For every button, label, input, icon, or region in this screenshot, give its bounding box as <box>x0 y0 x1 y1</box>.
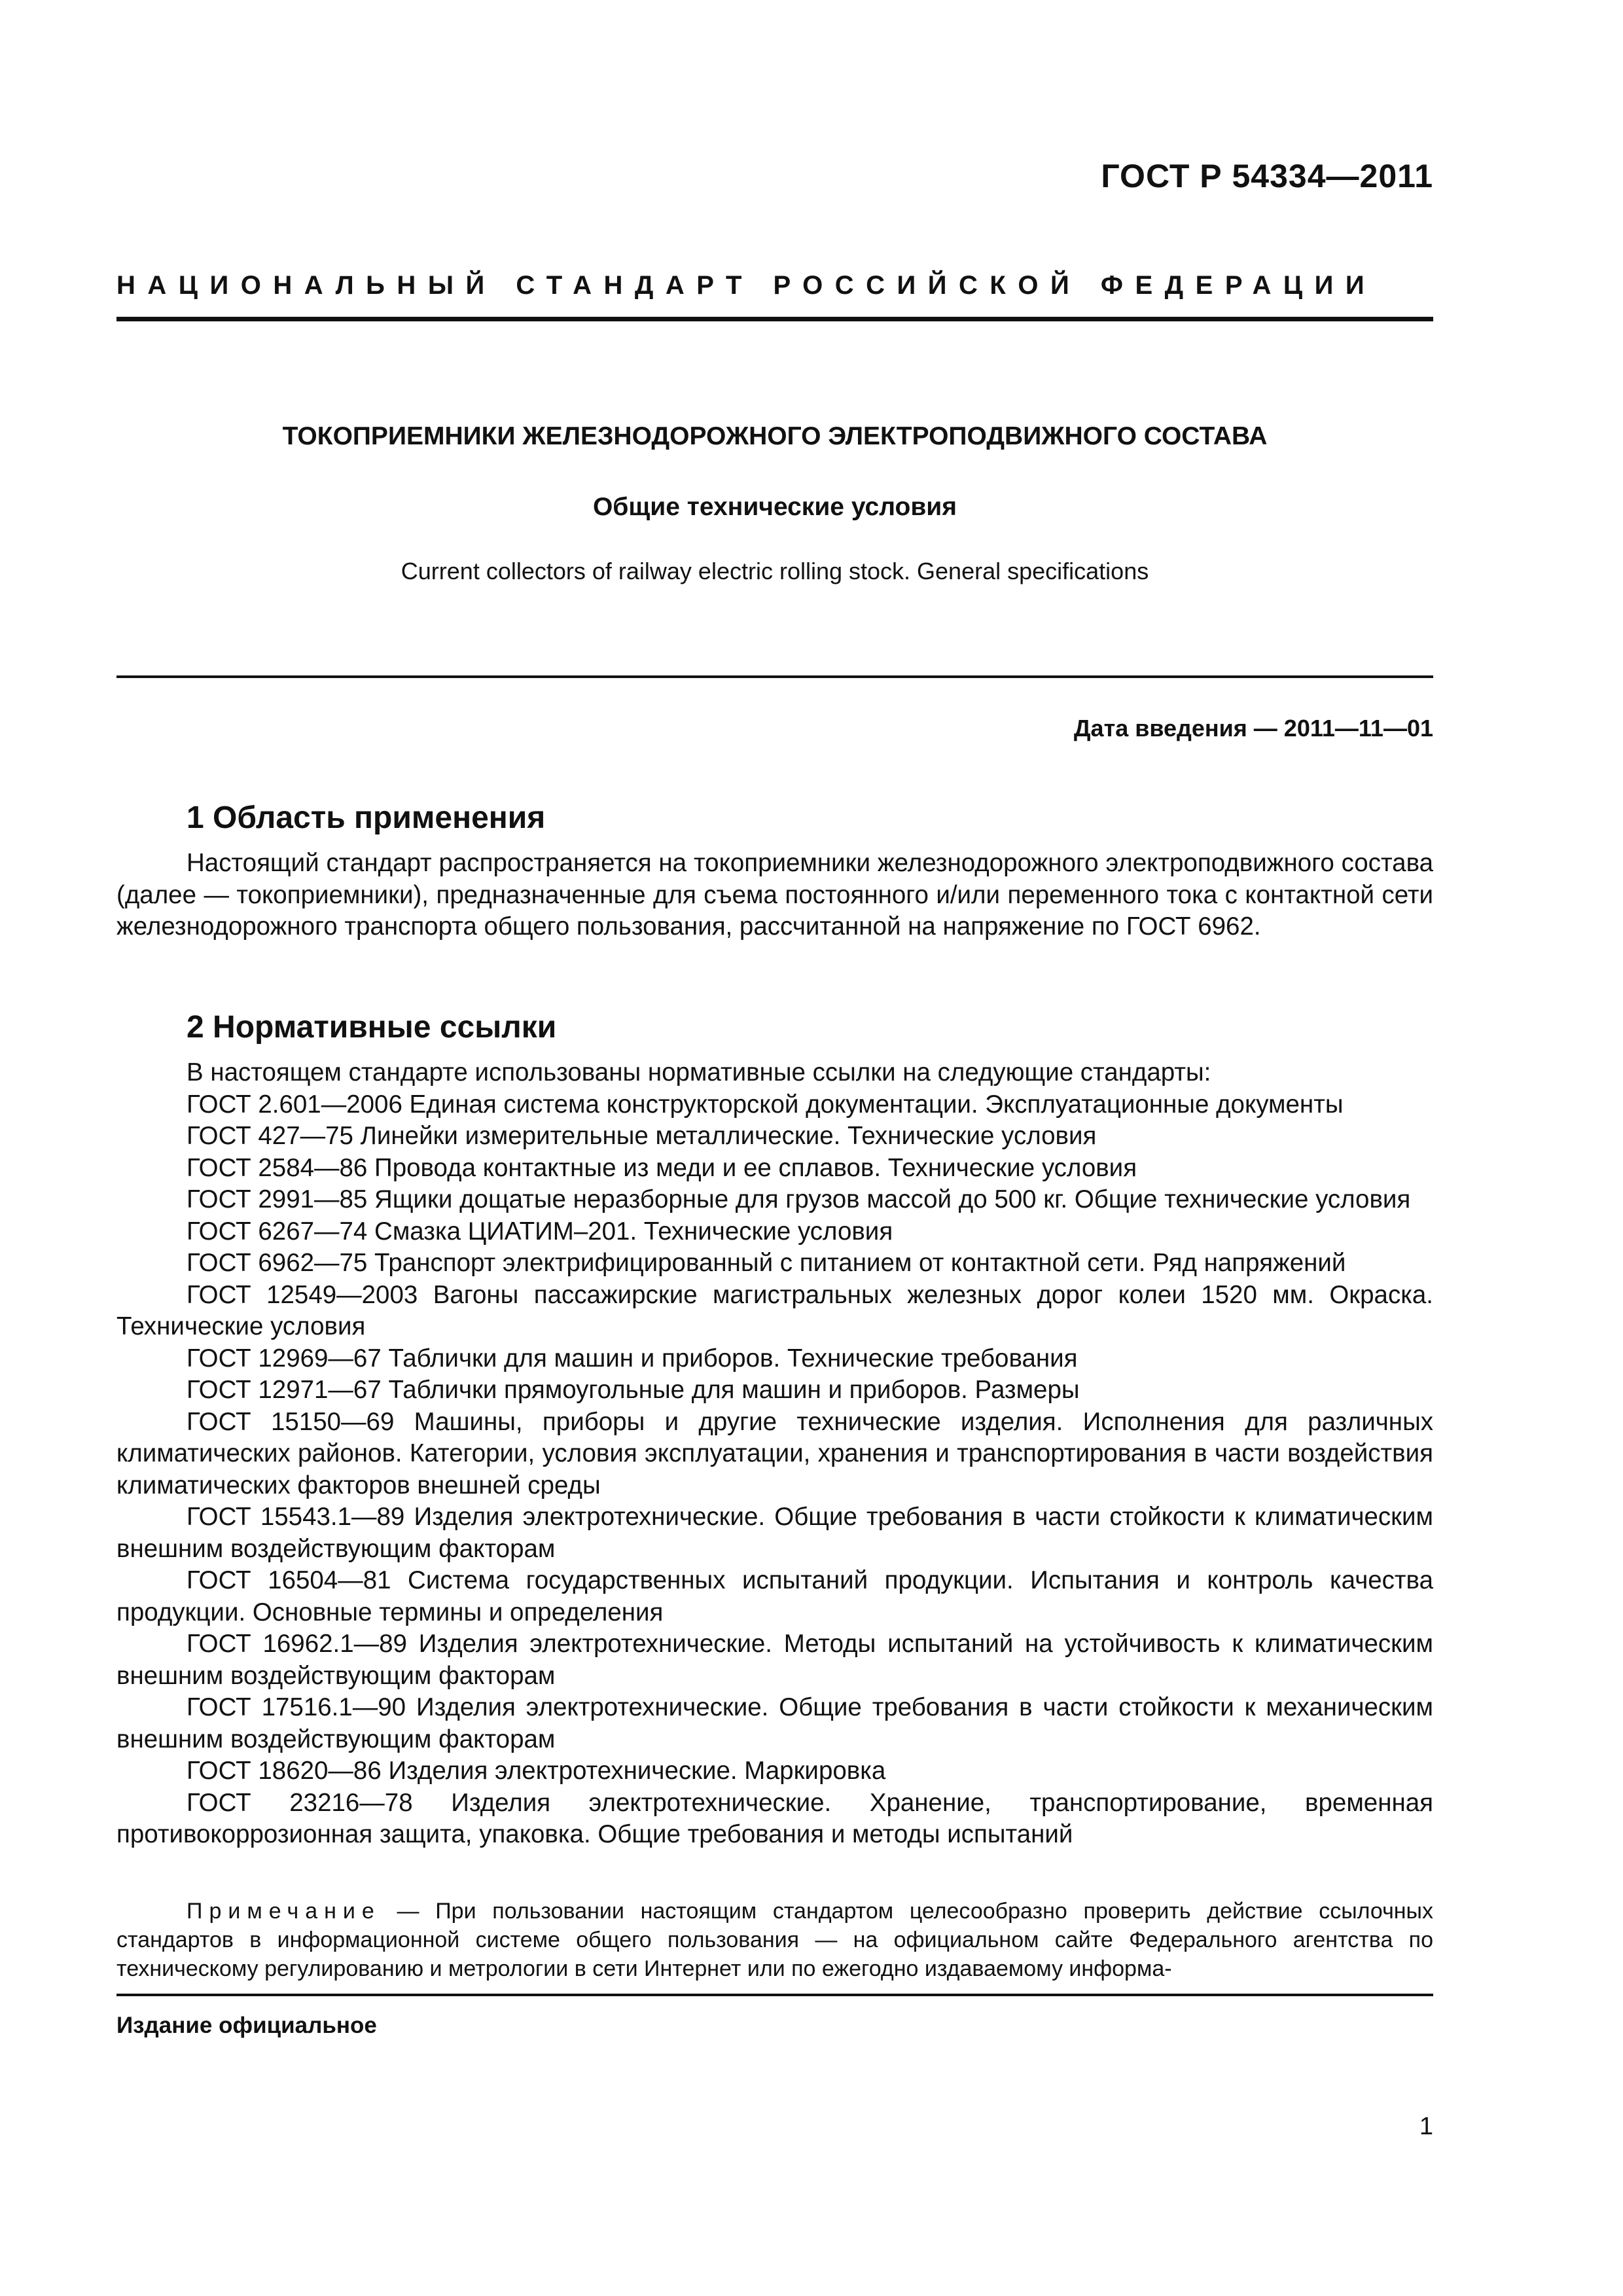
page-number: 1 <box>1419 2113 1433 2140</box>
header-rule <box>116 317 1433 321</box>
note <box>116 1897 1433 1983</box>
section-heading: 2 Нормативные ссылки <box>187 1010 557 1045</box>
reference-item: ГОСТ 6962—75 Транспорт электрифицированный с питанием от контактной сети. Ряд напряжений <box>187 1249 1346 1277</box>
reference-item: ГОСТ 2.601—2006 Единая система конструкторской документации. Эксплуатационные документы <box>187 1090 1344 1119</box>
document-subtitle: Общие технические условия <box>592 493 957 521</box>
reference-item: ГОСТ 2991—85 Ящики дощатые неразборные для грузов массой до 500 кг. Общие технические условия <box>187 1185 1411 1213</box>
reference-item: ГОСТ 18620—86 Изделия электротехнические. Маркировка <box>187 1757 886 1785</box>
paragraph: В настоящем стандарте использованы нормативные ссылки на следующие стандарты: <box>187 1058 1211 1086</box>
english-title: Current collectors of railway electric rolling stock. General specifications <box>401 558 1149 584</box>
section-normative-references <box>116 1009 1433 1851</box>
reference-item: ГОСТ 15150—69 Машины, приборы и другие технические изделия. Исполнения для различных климатических районов. Категории, условия эксплуатации, хранения и транспортирования в части воздействия климатических факторов внешней среды <box>116 1407 1433 1499</box>
document-title: ТОКОПРИЕМНИКИ ЖЕЛЕЗНОДОРОЖНОГО ЭЛЕКТРОПОДВИЖНОГО СОСТАВА <box>282 422 1268 450</box>
paragraph: Настоящий стандарт распространяется на токоприемники железнодорожного электроподвижного состава (далее — токоприемники), предназначенные для съема постоянного и/или переменного тока с контактной сети железнодорожного транспорта общего пользования, рассчитанной на напряжение по ГОСТ 6962. <box>116 849 1433 941</box>
section-heading: 1 Область применения <box>187 800 546 835</box>
document-id: ГОСТ Р 54334—2011 <box>1101 158 1433 194</box>
national-standard-banner: НАЦИОНАЛЬНЫЙ СТАНДАРТ РОССИЙСКОЙ ФЕДЕРАЦИИ <box>116 271 1377 300</box>
edition-label: Издание официальное <box>116 2013 377 2038</box>
section-scope <box>116 800 1433 943</box>
title-rule <box>116 675 1433 678</box>
reference-item: ГОСТ 6267—74 Смазка ЦИАТИМ–201. Технические условия <box>187 1217 893 1246</box>
reference-item: ГОСТ 16504—81 Система государственных испытаний продукции. Испытания и контроль качества продукции. Основные термины и определения <box>116 1566 1433 1626</box>
reference-item: ГОСТ 427—75 Линейки измерительные металлические. Технические условия <box>187 1122 1097 1150</box>
reference-item: ГОСТ 16962.1—89 Изделия электротехнические. Методы испытаний на устойчивость к климатическим внешним воздействующим факторам <box>116 1630 1433 1690</box>
footer-rule <box>116 1994 1433 1996</box>
introduction-date: Дата введения — 2011—11—01 <box>1073 715 1433 742</box>
reference-item: ГОСТ 12969—67 Таблички для машин и приборов. Технические требования <box>187 1344 1078 1372</box>
reference-item: ГОСТ 2584—86 Провода контактные из меди и ее сплавов. Технические условия <box>187 1153 1137 1182</box>
reference-item: ГОСТ 17516.1—90 Изделия электротехнические. Общие требования в части стойкости к механическим внешним воздействующим факторам <box>116 1693 1433 1753</box>
reference-item: ГОСТ 12549—2003 Вагоны пассажирские магистральных железных дорог колеи 1520 мм. Окраска. Технические условия <box>116 1280 1433 1340</box>
reference-item: ГОСТ 23216—78 Изделия электротехнические. Хранение, транспортирование, временная противокоррозионная защита, упаковка. Общие требования и методы испытаний <box>116 1788 1433 1848</box>
reference-item: ГОСТ 12971—67 Таблички прямоугольные для машин и приборов. Размеры <box>187 1376 1080 1404</box>
note-label: Примечание <box>187 1899 381 1924</box>
reference-item: ГОСТ 15543.1—89 Изделия электротехнические. Общие требования в части стойкости к климатическим внешним воздействующим факторам <box>116 1503 1433 1563</box>
note-text: — При пользовании настоящим стандартом целесообразно проверить действие ссылочных стандартов в информационной системе общего пользования — на официальном сайте Федерального агентства по техническому регулированию и метрологии в сети Интернет или по ежегодно издаваемому информа- <box>116 1899 1433 1981</box>
